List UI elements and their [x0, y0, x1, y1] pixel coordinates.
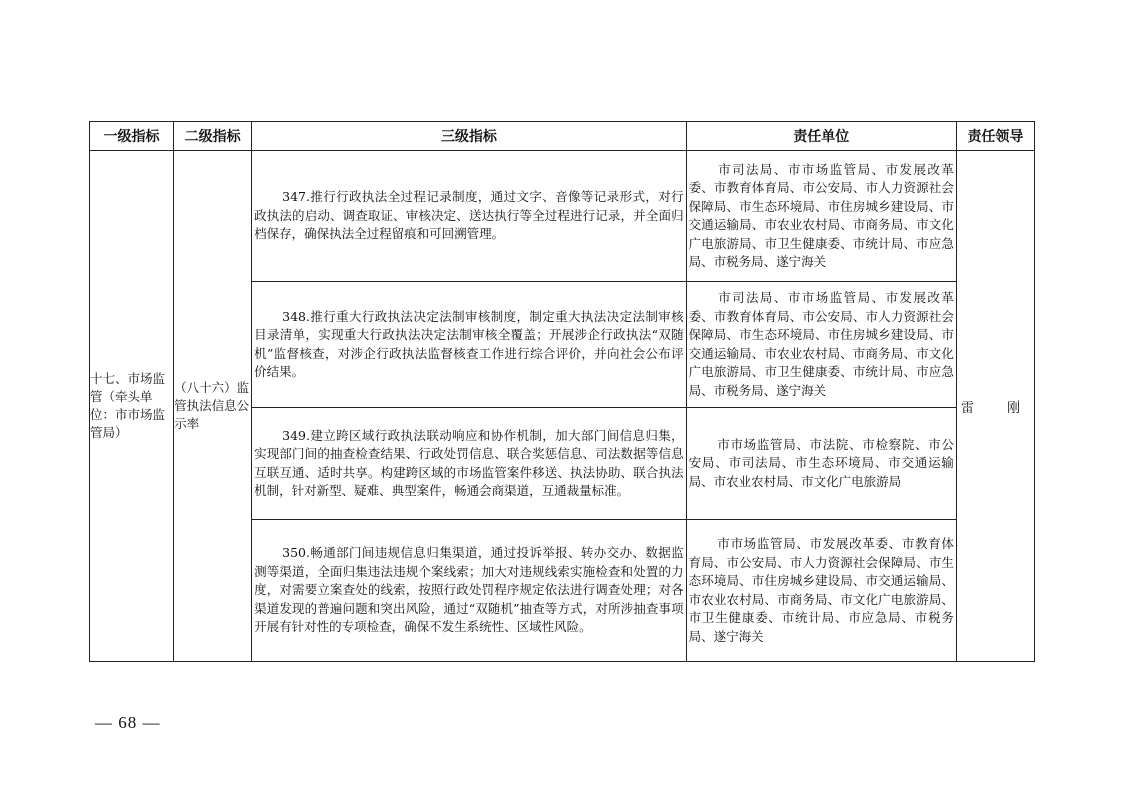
level3-indicator-cell	[252, 151, 686, 282]
level3-indicator-text: 349.建立跨区域行政执法联动响应和协作机制，加大部门间信息归集，实现部门间的抽查检查结果、行政处罚信息、联合奖惩信息、司法数据等信息互联互通、适时共享。构建跨区域的市场监管案件移送、执法协助、联合执法机制，针对新型、疑难、典型案件，畅通会商渠道，互通裁量标准。	[254, 427, 684, 498]
header-level2: 二级指标	[174, 122, 252, 151]
level3-indicator-cell	[252, 282, 686, 408]
level1-indicator-cell	[90, 151, 174, 662]
leader-cell	[956, 151, 1034, 662]
level3-indicator-text: 347.推行行政执法全过程记录制度，通过文字、音像等记录形式，对行政执法的启动、调查取证、审核决定、送达执行等全过程进行记录，并全面归档保存，确保执法全过程留痕和可回溯管理。	[254, 189, 684, 242]
header-responsible-leader: 责任领导	[956, 122, 1034, 151]
units-cell	[686, 408, 956, 520]
level2-indicator-cell	[174, 151, 252, 662]
units-cell	[686, 282, 956, 408]
responsible-units-text: 市司法局、市市场监管局、市发展改革委、市教育体育局、市公安局、市人力资源社会保障局、市生态环境局、市住房城乡建设局、市交通运输局、市农业农村局、市商务局、市文化广电旅游局、市卫生健康委、市统计局、市应急局、市税务局、遂宁海关	[688, 161, 954, 269]
header-level1: 一级指标	[90, 122, 174, 151]
header-level3: 三级指标	[252, 122, 686, 151]
indicator-table	[89, 121, 1035, 662]
responsible-units-text: 市市场监管局、市发展改革委、市教育体育局、市公安局、市人力资源社会保障局、市生态环境局、市住房城乡建设局、市交通运输局、市农业农村局、市商务局、市文化广电旅游局、市卫生健康委、市统计局、市应急局、市税务局、遂宁海关	[688, 536, 954, 644]
responsible-leader: 雷 刚	[960, 400, 1030, 416]
level3-indicator-text: 348.推行重大行政执法决定法制审核制度，制定重大执法决定法制审核目录清单，实现重大行政执法决定法制审核全覆盖；开展涉企行政执法“双随机”监督核查，对涉企行政执法监督核查工作进行综合评价，并向社会公布评价结果。	[254, 308, 684, 379]
level3-indicator-cell	[252, 408, 686, 520]
header-responsible-units: 责任单位	[686, 122, 956, 151]
units-cell	[686, 151, 956, 282]
level3-indicator-text: 350.畅通部门间违规信息归集渠道，通过投诉举报、转办交办、数据监测等渠道，全面归集违法违规个案线索；加大对违规线索实施检查和处置的力度，对需要立案查处的线索，按照行政处罚程序规定依法进行调查处理；对各渠道发现的普遍问题和突出风险，通过“双随机”抽查等方式，对所涉抽查事项开展有针对性的专项检查，确保不发生系统性、区域性风险。	[254, 545, 684, 635]
table-header-row	[90, 122, 1035, 151]
table-row	[90, 151, 1035, 282]
page-number: — 68 —	[95, 713, 161, 732]
level2-indicator: （八十六）监管执法信息公示率	[174, 380, 250, 431]
responsible-units-text: 市市场监管局、市法院、市检察院、市公安局、市司法局、市生态环境局、市交通运输局、市农业农村局、市文化广电旅游局	[688, 436, 954, 489]
responsible-units-text: 市司法局、市市场监管局、市发展改革委、市教育体育局、市公安局、市人力资源社会保障局、市生态环境局、市住房城乡建设局、市交通运输局、市农业农村局、市商务局、市文化广电旅游局、市卫生健康委、市统计局、市应急局、市税务局、遂宁海关	[688, 290, 954, 398]
level1-indicator: 十七、市场监管（牵头单位：市市场监管局）	[90, 371, 166, 440]
units-cell	[686, 520, 956, 662]
level3-indicator-cell	[252, 520, 686, 662]
